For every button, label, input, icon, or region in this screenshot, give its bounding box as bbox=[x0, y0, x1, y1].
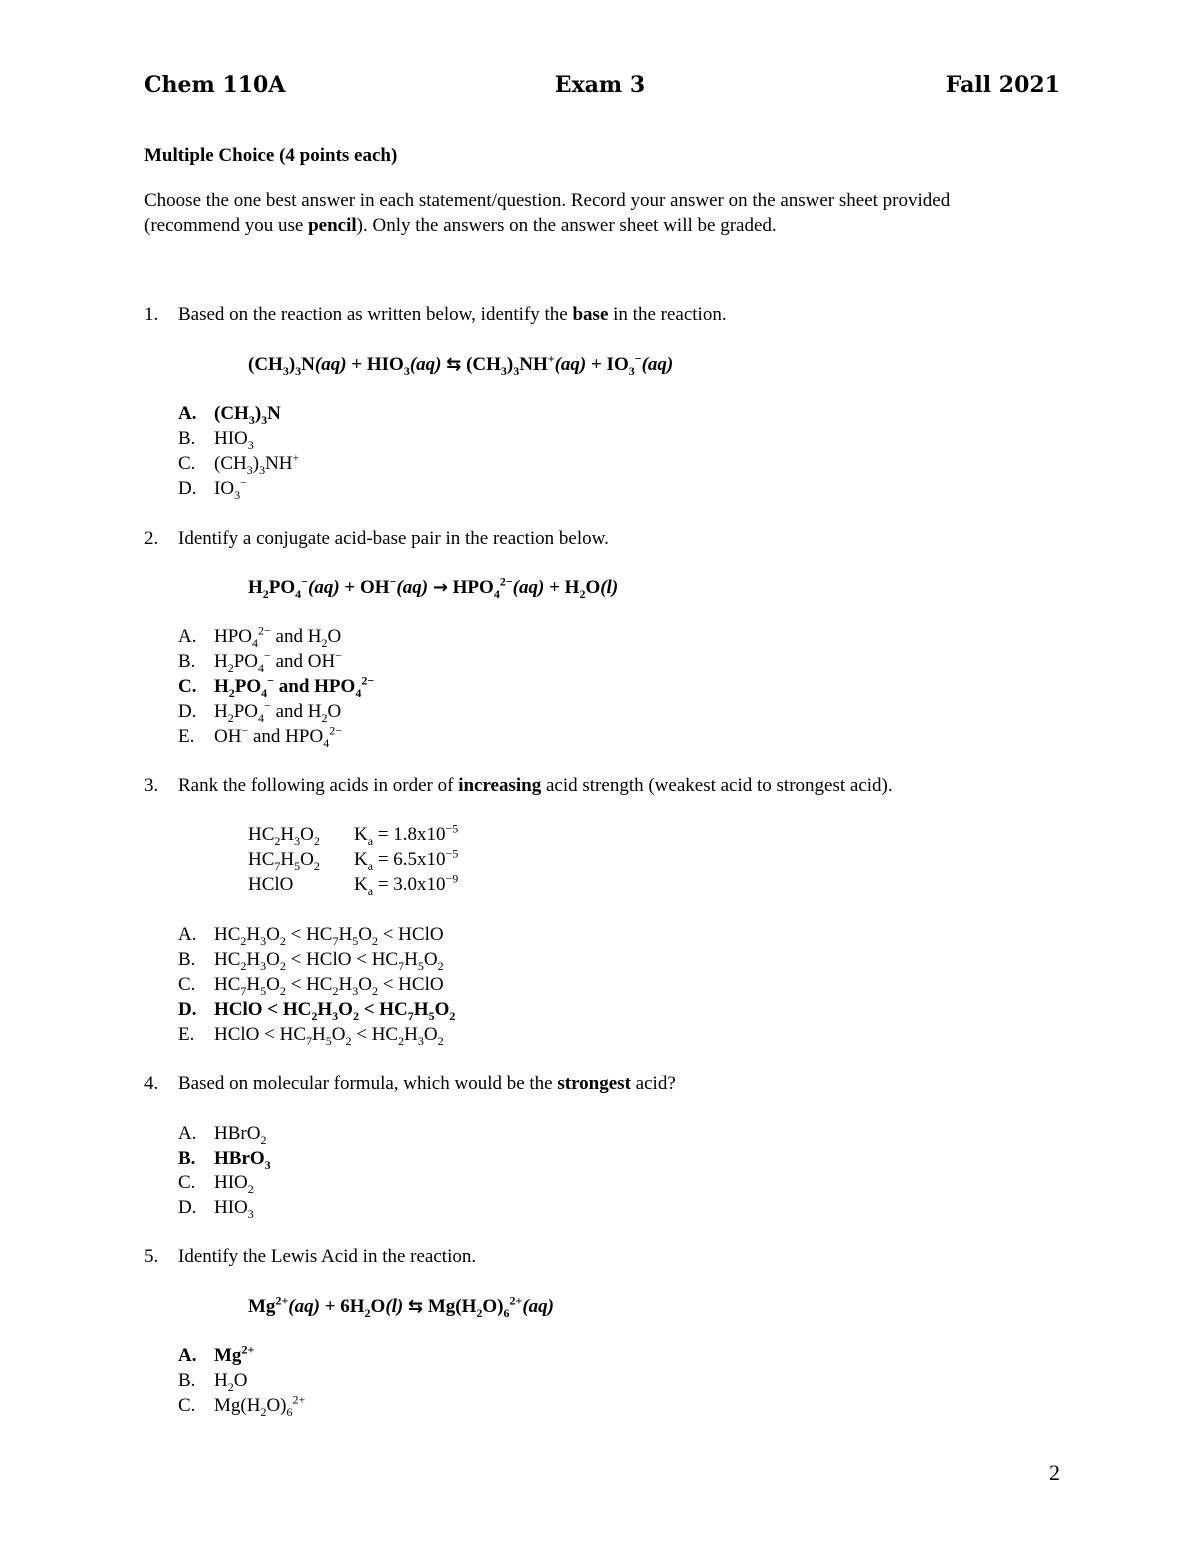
question-1: 1. Based on the reaction as written below, identify the base in the reaction. bbox=[144, 304, 727, 325]
acid-2-ka: $K_a = 6.5x10^{-5}$ bbox=[354, 846, 459, 873]
q3-option-c[interactable]: C. $HC_7H_5O_2 < HC_2H_3O_2$ < HClO bbox=[178, 974, 444, 998]
question-2: 2. Identify a conjugate acid-base pair in the reaction below. bbox=[144, 528, 609, 549]
q2-option-e[interactable]: E. OH− and $HPO_4^{2-}$ bbox=[178, 723, 342, 750]
acid-3-formula: HClO bbox=[248, 874, 294, 895]
q5-option-b[interactable]: B. $H_2O$ bbox=[178, 1370, 248, 1394]
reaction-1: $(CH_3)_3N(aq) + HIO_3(aq)$ ⇆ $(CH_3)_3NH^+(aq) + IO_3^-(aq)$ bbox=[248, 351, 674, 378]
term-label: Fall 2021 bbox=[945, 72, 1060, 98]
instructions: Choose the one best answer in each statement/question. Record your answer on the answer sheet provided (recommend you use pencil). Only the answers on the answer sheet will be graded. bbox=[144, 190, 951, 236]
q2-option-c[interactable]: C. $H_2PO_4^-$ and $HPO_4^{2-}$ bbox=[178, 673, 375, 700]
question-4: 4. Based on molecular formula, which would be the strongest acid? bbox=[144, 1073, 676, 1094]
exam-title: Exam 3 bbox=[554, 72, 646, 98]
q4-option-c[interactable]: C. $HIO_2$ bbox=[178, 1172, 254, 1196]
course-title: Chem 110A bbox=[144, 72, 286, 98]
q1-option-c[interactable]: C. $(CH_3)_3NH^+$ bbox=[178, 450, 300, 477]
q1-option-d[interactable]: D. $IO_3^-$ bbox=[178, 475, 247, 502]
q4-option-a[interactable]: A. HBrO$_2$ bbox=[178, 1123, 267, 1147]
q3-option-e[interactable]: E. HClO < $HC_7H_5O_2 < HC_2H_3O_2$ bbox=[178, 1024, 444, 1048]
q1-option-b[interactable]: B. $HIO_3$ bbox=[178, 428, 254, 452]
q2-option-b[interactable]: B. $H_2PO_4^-$ and OH− bbox=[178, 648, 342, 675]
q3-option-d[interactable]: D. HClO < $HC_2H_3O_2 < HC_7H_5O_2$ bbox=[178, 999, 456, 1023]
q3-option-a[interactable]: A. $HC_2H_3O_2 < HC_7H_5O_2$ < HClO bbox=[178, 924, 444, 948]
q4-option-b[interactable]: B. HBrO$_3$ bbox=[178, 1148, 271, 1172]
q2-option-a[interactable]: A. $HPO_4^{2-}$ and $H_2O$ bbox=[178, 623, 342, 650]
acid-2-formula: $HC_7H_5O_2$ bbox=[248, 849, 320, 873]
reaction-2: $H_2PO_4^-(aq) + OH^-(aq) \to HPO_4^{2-}(aq) + H_2O(l)$ bbox=[248, 574, 619, 601]
acid-1-ka: $K_a = 1.8x10^{-5}$ bbox=[354, 821, 459, 848]
q4-option-d[interactable]: D. $HIO_3$ bbox=[178, 1197, 254, 1221]
section-title: Multiple Choice (4 points each) bbox=[144, 145, 398, 166]
q5-option-c[interactable]: C. $Mg(H_2O)_6^{2+}$ bbox=[178, 1392, 306, 1419]
q5-option-a[interactable]: A. $Mg^{2+}$ bbox=[178, 1342, 255, 1366]
page-number: 2 bbox=[1049, 1460, 1060, 1485]
q1-option-a[interactable]: A. $(CH_3)_3N$ bbox=[178, 403, 281, 427]
question-3: 3. Rank the following acids in order of increasing acid strength (weakest acid to strongest acid). bbox=[144, 775, 893, 796]
q2-option-d[interactable]: D. $H_2PO_4^-$ and $H_2O$ bbox=[178, 698, 342, 725]
q3-option-b[interactable]: B. $HC_2H_3O_2$ < HClO < $HC_7H_5O_2$ bbox=[178, 949, 444, 973]
acid-1-formula: $HC_2H_3O_2$ bbox=[248, 824, 320, 848]
reaction-5: $Mg^{2+}(aq) + 6H_2O(l)$ ⇆ $Mg(H_2O)_6^{2+}(aq)$ bbox=[248, 1293, 555, 1320]
question-5: 5. Identify the Lewis Acid in the reaction. bbox=[144, 1246, 477, 1267]
acid-3-ka: $K_a = 3.0x10^{-9}$ bbox=[354, 871, 459, 898]
